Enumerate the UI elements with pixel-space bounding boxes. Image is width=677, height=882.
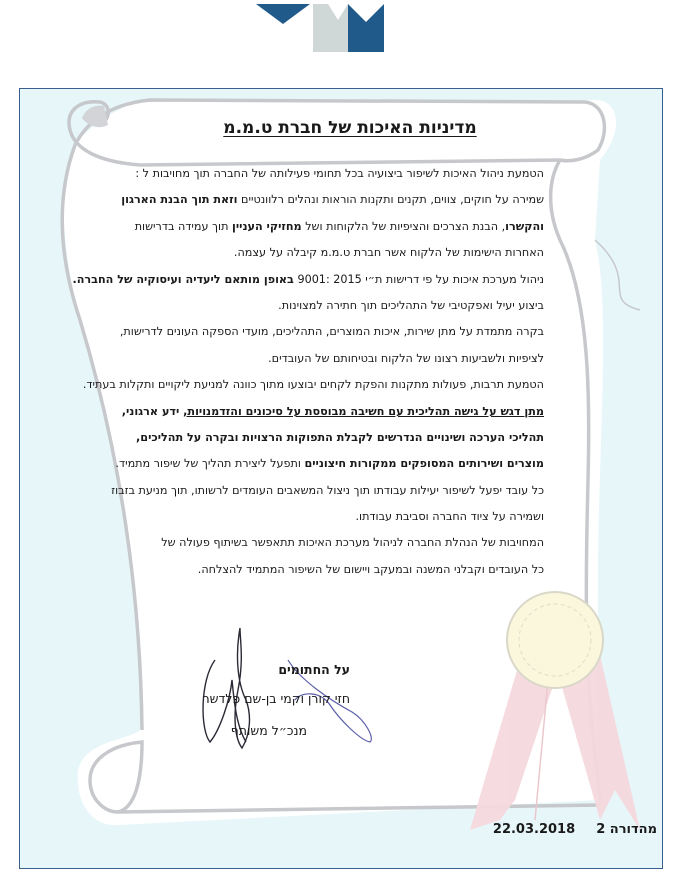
policy-text: ניהול מערכת איכות על פי דרישות ת״י 2015 :9001 (293, 272, 544, 286)
policy-text: המחויבות של הנהלת החברה לניהול מערכת האיכות תתאפשר בשיתוף פעולה של (161, 536, 544, 550)
policy-text: באופן מותאם ליעדיה ועיסוקיה של החברה. (72, 272, 294, 286)
seal-rosette (507, 592, 603, 688)
policy-text: מחזיקי העניין (232, 219, 302, 233)
policy-line (72, 504, 544, 530)
policy-text: תהליכי הערכה ושינויים הנדרשים לקבלת התפוקות הרצויות ובקרה על תהליכים, (136, 430, 544, 444)
policy-body (72, 161, 544, 583)
policy-text: ידע ארגוני, (121, 404, 184, 418)
policy-text: הטמעת תרבות, פעולות מתקנות והפקת לקחים יבוצעו מתוך כוונה למניעת ליקויים ותקלות בעתיד. (82, 378, 544, 392)
policy-line (72, 425, 544, 451)
version-label: מהדורה (609, 822, 657, 837)
version-number: 2 (596, 822, 606, 837)
policy-line (72, 293, 544, 319)
signatories-names: חזי קורן וקמי בן-שם פלדשר (202, 691, 350, 706)
policy-line (72, 319, 544, 345)
policy-line (72, 399, 544, 425)
policy-text: ותפעל ליצירת תהליך של שיפור מתמיד. (115, 457, 305, 471)
policy-text: מוצרים ושירותים המסופקים ממקורות חיצוניים (304, 457, 544, 471)
policy-line (72, 240, 544, 266)
signatories-heading: על החתומים (278, 662, 350, 677)
policy-text: תוך עמידה בדרישות (134, 219, 233, 233)
issue-date: 22.03.2018 (492, 822, 576, 837)
policy-text: לציפיות ולשביעות רצונו של הלקוח ובטיחותם של העובדים. (268, 351, 544, 365)
policy-line (72, 530, 544, 556)
policy-text: מתן דגש על גישה תהליכית עם חשיבה מבוססת על סיכונים והזדמנויות, (183, 404, 544, 418)
policy-line (72, 346, 544, 372)
policy-text: בקרה מתמדת על מתן שירות, איכות המוצרים, התהליכים, מועדי הספקה העונים לדרישות, (119, 325, 544, 339)
policy-line (72, 557, 544, 583)
policy-line (72, 187, 544, 213)
policy-text: שמירה על חוקים, צווים, תקנים ותקנות הוראות ונהלים רלוונטיים (237, 193, 544, 207)
document-title: מדיניות האיכות של חברת ט.מ.מ (223, 118, 477, 138)
policy-line (72, 267, 544, 293)
policy-text: והקשרו (505, 219, 544, 233)
policy-line (72, 372, 544, 398)
policy-line (72, 451, 544, 477)
document-footer (493, 822, 657, 837)
policy-text: וזאת תוך הבנת הארגון (121, 193, 238, 207)
policy-text: ביצוע יעיל ואפקטיבי של התהליכים תוך חתירה למצוינות. (278, 298, 544, 312)
policy-text: הטמעת ניהול האיכות לשיפור ביצועיה בכל תחומי פעילותה של החברה תוך מחויבות ל : (135, 167, 544, 180)
policy-text: כל עובד יפעל לשיפור יעילות עבודתו תוך ניצול המשאבים העומדים לרשותו, תוך מניעת בזבוז (111, 483, 544, 497)
policy-text: ושמירה על ציוד החברה וסביבת עבודתו. (355, 510, 544, 524)
policy-line (72, 161, 544, 187)
policy-text: , הבנת הצרכים והציפיות של הלקוחות ושל (301, 219, 506, 233)
policy-line (72, 478, 544, 504)
policy-text: האחרות הישימות של הלקוח אשר חברת ט.מ.מ קיבלה על עצמה. (233, 246, 544, 260)
signatory-role: מנכ״ל משותף (230, 723, 307, 738)
policy-line (72, 214, 544, 240)
policy-text: כל העובדים וקבלני המשנה ובמעקב ויישום של השיפור המתמיד להצלחה. (197, 562, 544, 576)
